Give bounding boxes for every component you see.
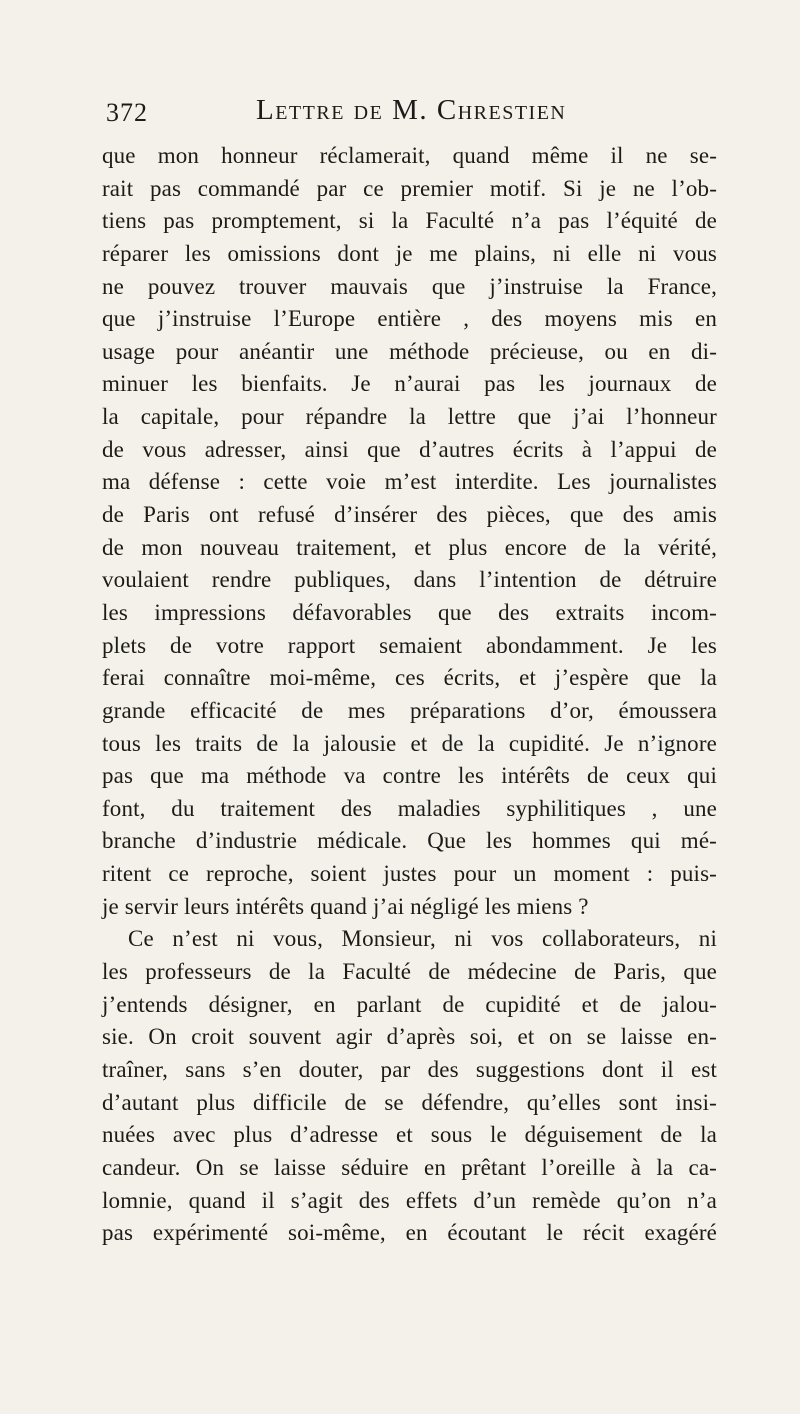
text-line: tiens pas promptement, si la Faculté n’a pas l’équité de <box>102 208 717 234</box>
text-line: Ce n’est ni vous, Monsieur, ni vos collaborateurs, ni <box>128 926 717 952</box>
body-text <box>102 140 717 1250</box>
text-line: de Paris ont refusé d’insérer des pièces, que des amis <box>102 502 717 528</box>
text-line: sie. On croit souvent agir d’après soi, et on se laisse en- <box>102 1024 717 1050</box>
text-line: de mon nouveau traitement, et plus encore de la vérité, <box>102 534 717 560</box>
text-line: font, du traitement des maladies syphilitiques , une <box>102 795 717 821</box>
text-line: j’entends désigner, en parlant de cupidité et de jalou- <box>102 991 717 1017</box>
text-line: usage pour anéantir une méthode précieuse, ou en di- <box>102 338 717 364</box>
text-line: branche d’industrie médicale. Que les hommes qui mé- <box>102 828 717 854</box>
text-line: ma défense : cette voie m’est interdite. Les journalistes <box>102 469 717 495</box>
text-line: plets de votre rapport semaient abondamment. Je les <box>102 632 717 658</box>
text-line: d’autant plus difficile de se défendre, qu’elles sont insi- <box>102 1089 717 1115</box>
text-line: les professeurs de la Faculté de médecine de Paris, que <box>102 959 717 985</box>
text-line: de vous adresser, ainsi que d’autres écrits à l’appui de <box>102 436 717 462</box>
text-line: les impressions défavorables que des extraits incom- <box>102 599 717 625</box>
text-line: que j’instruise l’Europe entière , des moyens mis en <box>102 306 717 332</box>
page-number: 372 <box>106 98 148 127</box>
text-line: rait pas commandé par ce premier motif. Si je ne l’ob- <box>102 175 717 201</box>
text-line: grande efficacité de mes préparations d’or, émoussera <box>102 697 717 723</box>
text-line: la capitale, pour répandre la lettre que j’ai l’honneur <box>102 404 717 430</box>
text-line: ferai connaître moi-même, ces écrits, et j’espère que la <box>102 665 717 691</box>
running-head: Lettre de M. Chrestien <box>256 94 567 126</box>
text-line: ne pouvez trouver mauvais que j’instruise la France, <box>102 273 717 299</box>
text-line: tous les traits de la jalousie et de la cupidité. Je n’ignore <box>102 730 717 756</box>
text-line: pas que ma méthode va contre les intérêts de ceux qui <box>102 763 717 789</box>
page-header <box>96 92 716 132</box>
text-line: traîner, sans s’en douter, par des suggestions dont il est <box>102 1056 717 1082</box>
text-line: je servir leurs intérêts quand j’ai négligé les miens ? <box>102 893 589 919</box>
text-line: minuer les bienfaits. Je n’aurai pas les journaux de <box>102 371 717 397</box>
text-line: candeur. On se laisse séduire en prêtant l’oreille à la ca- <box>102 1154 717 1180</box>
text-line: nuées avec plus d’adresse et sous le déguisement de la <box>102 1122 717 1148</box>
text-line: que mon honneur réclamerait, quand même il ne se- <box>102 143 717 168</box>
text-line: pas expérimenté soi-même, en écoutant le récit exagéré <box>102 1220 717 1246</box>
text-line: lomnie, quand il s’agit des effets d’un remède qu’on n’a <box>102 1187 717 1213</box>
text-line: voulaient rendre publiques, dans l’intention de détruire <box>102 567 717 593</box>
text-line: réparer les omissions dont je me plains, ni elle ni vous <box>102 240 717 266</box>
text-line: ritent ce reproche, soient justes pour un moment : puis- <box>102 861 717 887</box>
